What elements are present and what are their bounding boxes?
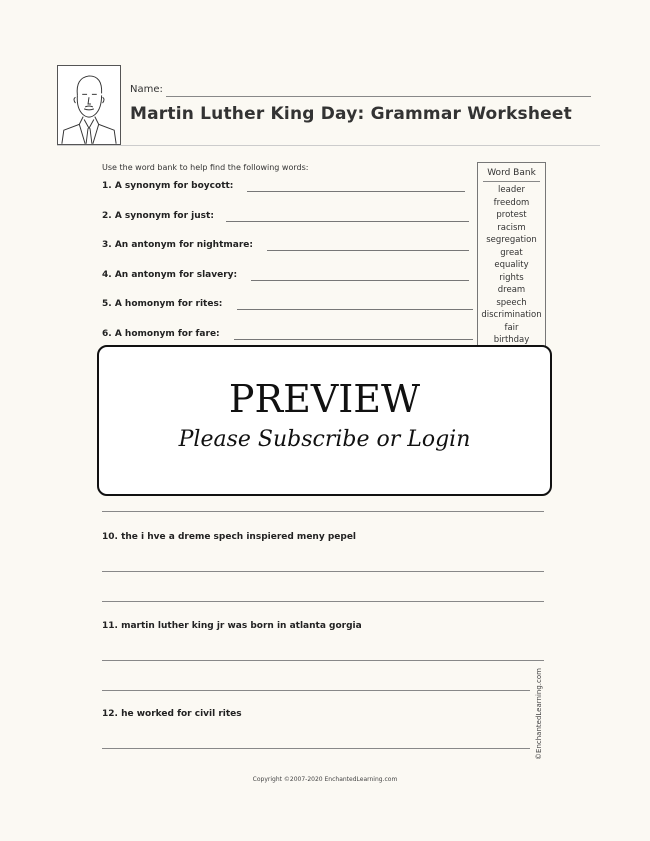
word-bank-item: discrimination (481, 310, 542, 320)
instructions: Use the word bank to help find the following words: (102, 163, 309, 172)
answer-line-11a[interactable] (102, 660, 544, 661)
name-field-line[interactable] (166, 96, 591, 97)
word-bank-item: fair (504, 322, 519, 333)
word-bank-item: birthday (493, 335, 530, 345)
word-bank-item: freedom (493, 197, 530, 208)
question-1: 1. A synonym for boycott: (102, 181, 234, 191)
word-bank-item: equality (494, 260, 529, 270)
preview-title: PREVIEW (228, 377, 421, 421)
answer-line-11b[interactable] (102, 690, 530, 691)
side-credit-text: ©EnchantedLearning.com (535, 668, 543, 760)
question-4: 4. An antonym for slavery: (102, 270, 238, 280)
subscribe-login-prompt[interactable]: Please Subscribe or Login (178, 427, 471, 452)
answer-line-10a[interactable] (102, 571, 544, 572)
answer-line-4[interactable] (251, 280, 469, 281)
sentence-12: 12. he worked for civil rites (102, 709, 242, 719)
answer-line-12[interactable] (102, 748, 530, 749)
mlk-portrait (57, 65, 121, 145)
question-3: 3. An antonym for nightmare: (102, 240, 253, 250)
word-bank (477, 162, 546, 352)
title-divider (57, 145, 600, 146)
page-title: Martin Luther King Day: Grammar Worksheet (130, 104, 572, 124)
answer-line-3[interactable] (267, 250, 469, 251)
side-credit (532, 668, 546, 760)
answer-line-9[interactable] (102, 511, 544, 512)
answer-line-10b[interactable] (102, 601, 544, 602)
word-bank-item: segregation (486, 235, 537, 245)
question-6: 6. A homonym for fare: (102, 329, 220, 339)
portrait-drawing (58, 66, 120, 144)
question-5: 5. A homonym for rites: (102, 299, 223, 309)
answer-line-1[interactable] (247, 191, 465, 192)
name-label: Name: (130, 84, 163, 95)
word-bank-list (478, 184, 545, 347)
word-bank-item: protest (496, 210, 527, 220)
answer-line-2[interactable] (226, 221, 469, 222)
sentence-10: 10. the i hve a dreme spech inspiered meny pepel (102, 532, 357, 542)
answer-line-6[interactable] (234, 339, 473, 340)
sentence-11: 11. martin luther king jr was born in atlanta gorgia (102, 621, 362, 631)
preview-overlay[interactable] (97, 345, 552, 496)
word-bank-item: speech (496, 297, 527, 308)
question-2: 2. A synonym for just: (102, 211, 214, 221)
answer-line-5[interactable] (237, 309, 473, 310)
word-bank-item: leader (498, 185, 525, 195)
word-bank-item: great (500, 247, 523, 258)
copyright-footer: Copyright ©2007-2020 EnchantedLearning.com (252, 776, 398, 783)
word-bank-item: racism (497, 222, 526, 233)
word-bank-item: dream (497, 285, 526, 295)
word-bank-title: Word Bank (483, 168, 540, 182)
word-bank-item: rights (499, 272, 524, 283)
